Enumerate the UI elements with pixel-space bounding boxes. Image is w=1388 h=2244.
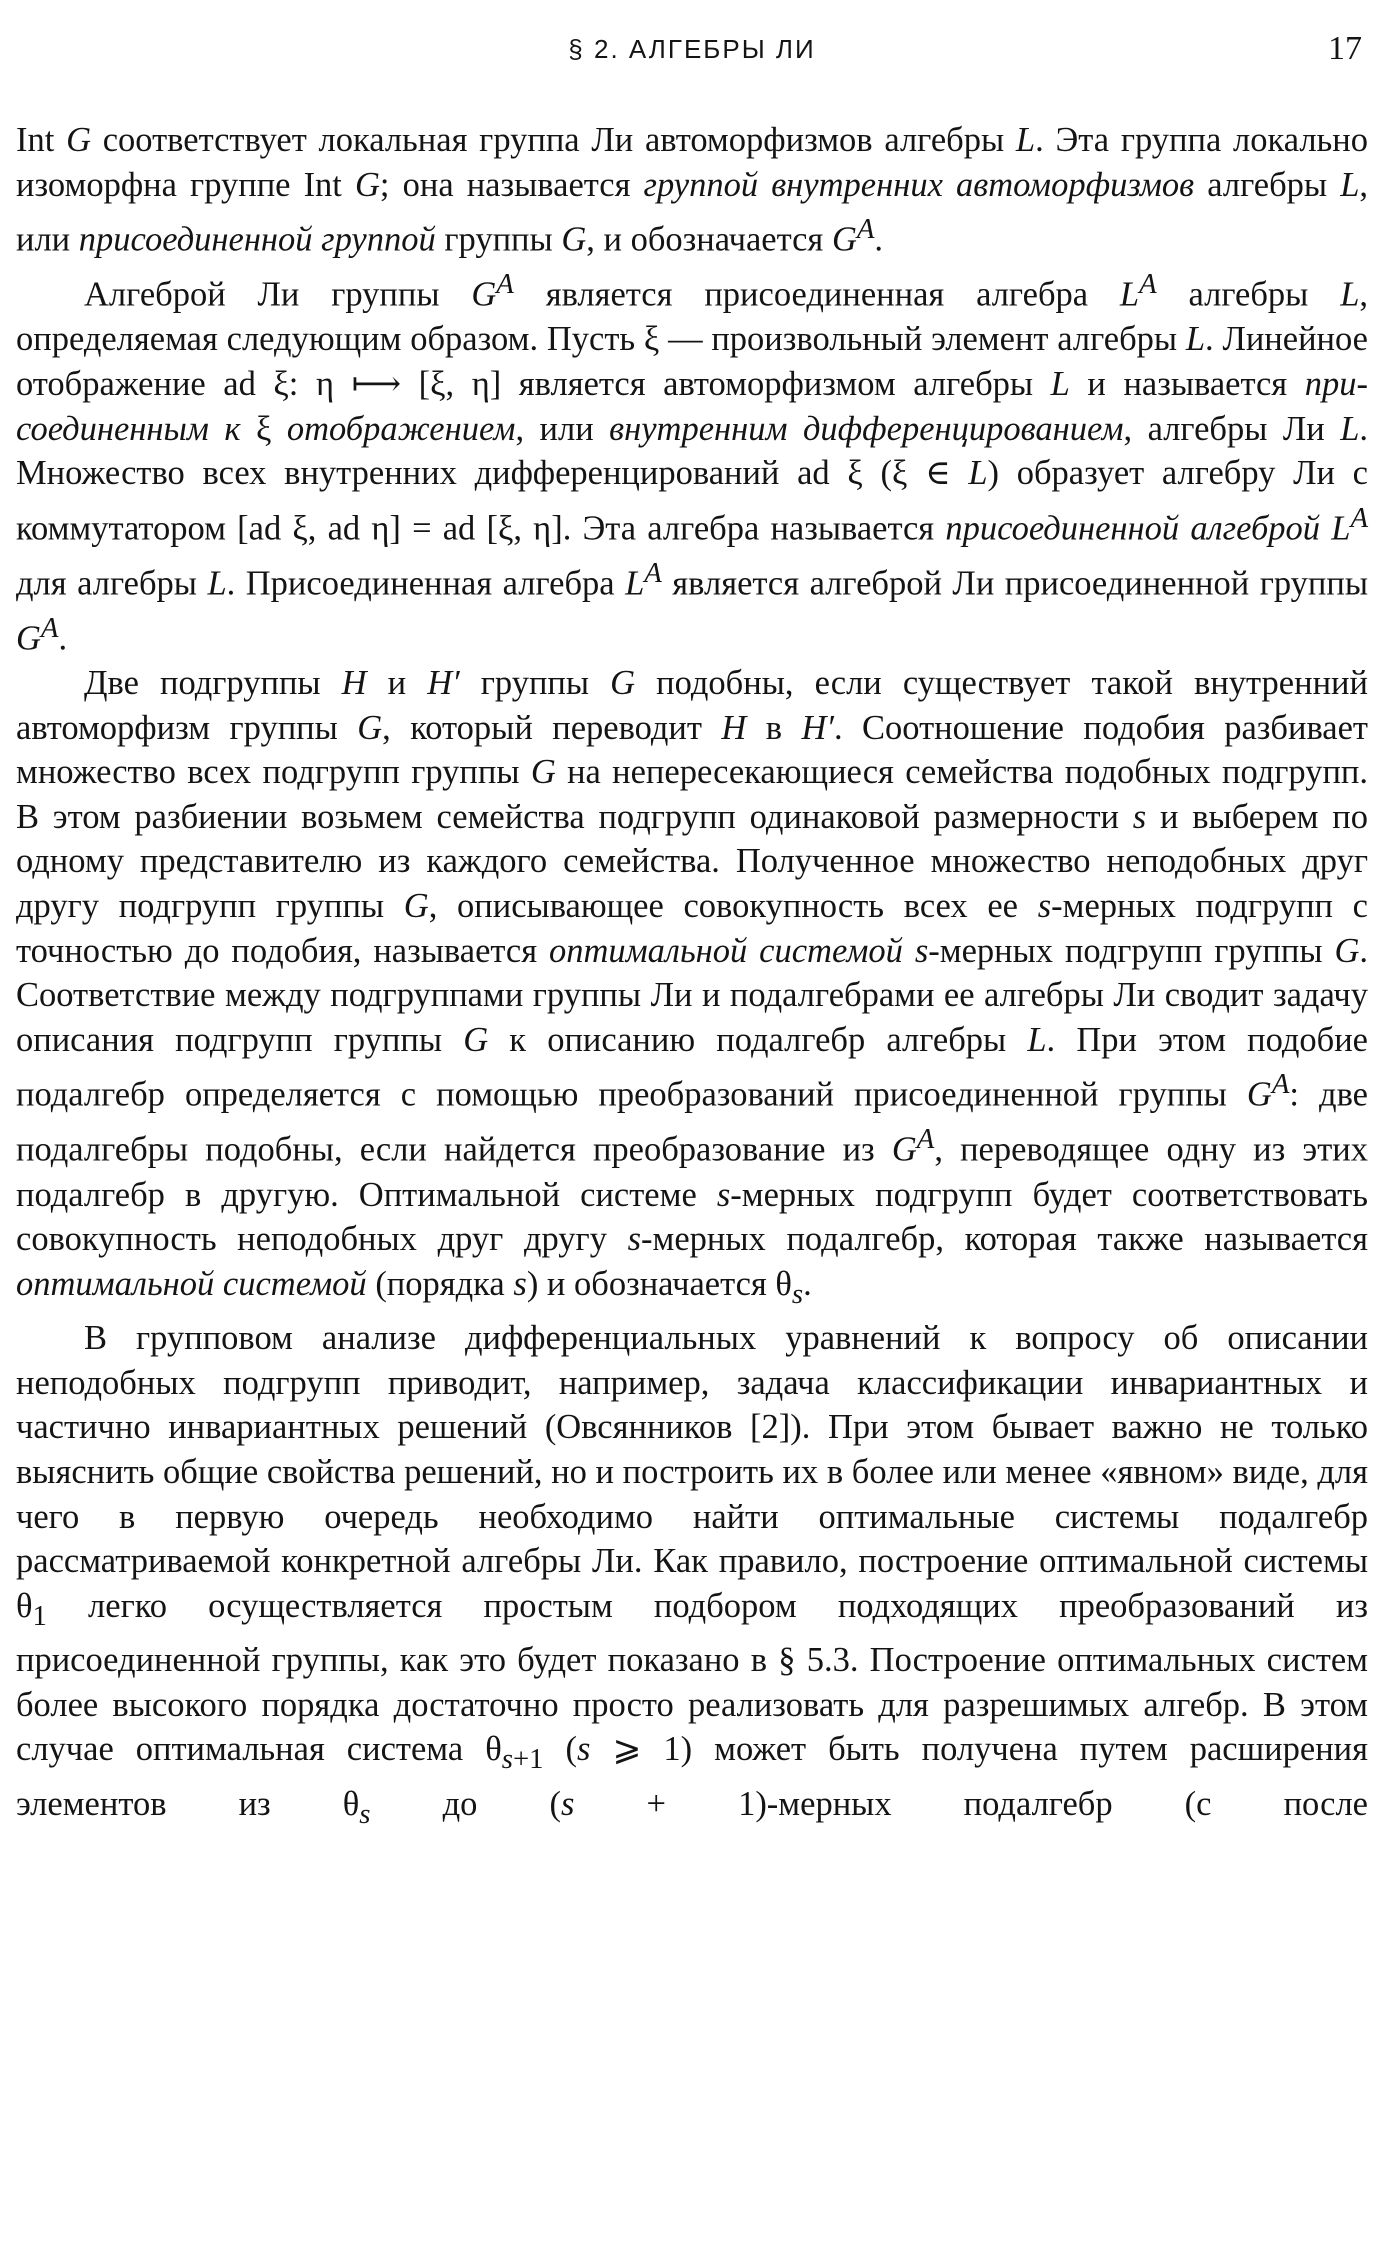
paragraph-adjoint-algebra: Алгеброй Ли группы $G^A$ является присоединенная алгебра $L^A$ алгебры L, определяемая следующим образом. Пусть ξ — произвольный элемент алгебры L. Линейное отображение ad ξ: η ⟼ [ξ, η] является автоморфизмом алгебры L и называется присоединенным к ξ отображением, или внутренним дифференцированием, алгебры Ли L. Множество всех внутренних дифференцирований ad ξ (ξ ∈ L) образует алгебру Ли с коммутатором [ad ξ, ad η] = ad [ξ, η]. Эта алгебра называется присоединенной алгеброй $L^A$ для алгебры L. Присоединенная алгебра $L^A$ является алгеброй Ли присоединенной группы $G^A$. — [16, 268, 1369, 658]
running-title: § 2. АЛГЕБРЫ ЛИ — [568, 34, 816, 64]
book-page — [16, 0, 1368, 2244]
running-head — [16, 30, 1368, 74]
body-text — [16, 118, 1368, 1836]
paragraph-group-analysis: В групповом анализе дифференциальных уравнений к вопросу об описании неподобных подгрупп приводит, например, задача классификации инвариантных и частично инвариантных решений (Овсянников [2]). При этом бывает важно не только выяснить общие свойства решений, но и построить их в более или менее «явном» виде, для чего в первую очередь необходимо найти оптимальные системы подалгебр рассматриваемой конкретной алгебры Ли. Как правило, построение оптимальной системы $\theta_1$ легко осуществляется простым подбором подходящих преобразований из присоединенной группы, как это будет показано в § 5.3. Построение оптимальных систем более высокого порядка достаточно просто реализовать для разрешимых алгебр. В этом случае оптимальная система $\theta_{s+1}$ (s ⩾ 1) может быть получена путем расширения элементов из $\theta_s$ до (s + 1)-мерных подалгебр (с после — [16, 1319, 1369, 1830]
paragraph-similar-subgroups: Две подгруппы H и H′ группы G подобны, если существует такой внутренний автоморфизм группы G, который переводит H в H′. Соотношение подобия разбивает множество всех подгрупп группы G на непересекающиеся семейства подобных подгрупп. В этом разбиении возьмем семейства подгрупп одинаковой размерности s и выберем по одному представителю из каждого семейства. Полученное множество неподобных друг другу подгрупп группы G, описывающее совокупность всех ее s-мерных подгрупп с точностью до подобия, называется оптимальной системой s-мерных подгрупп группы G. Соответствие между подгруппами группы Ли и подалгебрами ее алгебры Ли сводит задачу описания подгрупп группы G к описанию подалгебр алгебры L. При этом подобие подалгебр определяется с помощью преобразований присоединенной группы $G^A$: две подалгебры подобны, если найдется преобразование из $G^A$, переводящее одну из этих подалгебр в другую. Оптимальной системе s-мерных подгрупп будет соответствовать совокупность неподобных друг другу s-мерных подалгебр, которая также называется оптимальной системой (порядка s) и обозначается $\theta_s$. — [16, 664, 1369, 1310]
page-number: 17 — [1328, 30, 1362, 67]
paragraph-inner-automorphisms: Int G соответствует локальная группа Ли автоморфизмов алгебры L. Эта группа локально изоморфна группе Int G; она называется группой внутренних автоморфизмов алгебры L, или присоединенной группой группы G, и обозначается $G^A$. — [16, 121, 1368, 259]
